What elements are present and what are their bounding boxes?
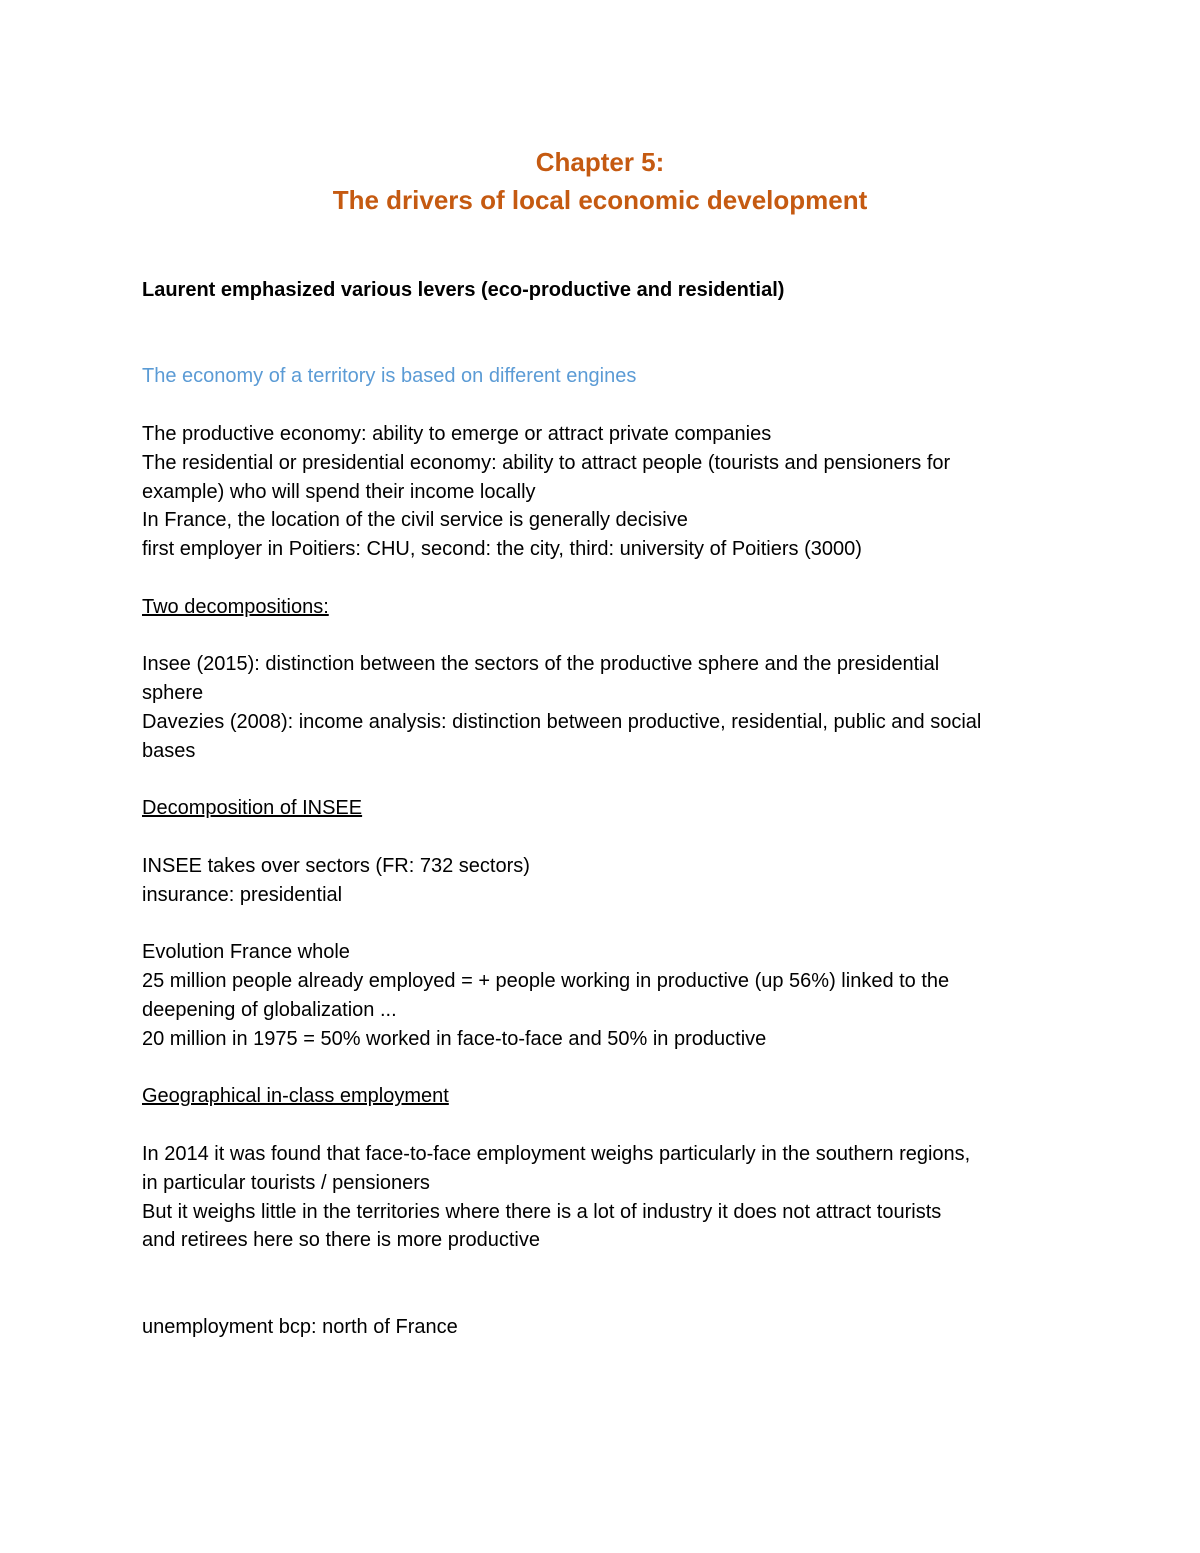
geographical-heading: Geographical in-class employment: [142, 1085, 449, 1108]
evolution-line: 20 million in 1975 = 50% worked in face-to-face and 50% in productive: [142, 1027, 767, 1050]
engine-line: example) who will spend their income locally: [142, 480, 536, 503]
closing-note: unemployment bcp: north of France: [142, 1315, 458, 1338]
engine-line: first employer in Poitiers: CHU, second: the city, third: university of Poitiers (3000): [142, 538, 862, 561]
two-decompositions-heading: Two decompositions:: [142, 595, 329, 618]
geographical-line: In 2014 it was found that face-to-face employment weighs particularly in the southern regions,: [142, 1142, 971, 1165]
chapter-title: [0, 143, 1200, 219]
decomposition-line: Insee (2015): distinction between the sectors of the productive sphere and the presidential: [142, 653, 940, 676]
chapter-title-line-2: The drivers of local economic development: [332, 185, 868, 215]
document-body: [142, 276, 1062, 1341]
decomposition-line: bases: [142, 739, 196, 762]
engine-line: The productive economy: ability to emerge or attract private companies: [142, 422, 772, 445]
evolution-line: 25 million people already employed = + people working in productive (up 56%) linked to the: [142, 970, 950, 993]
geographical-line: and retirees here so there is more productive: [142, 1229, 540, 1252]
evolution-line: deepening of globalization ...: [142, 998, 397, 1021]
engine-line: In France, the location of the civil service is generally decisive: [142, 509, 688, 532]
insee-line: insurance: presidential: [142, 883, 343, 906]
decomposition-line: sphere: [142, 682, 204, 705]
decomposition-line: Davezies (2008): income analysis: distinction between productive, residential, public and social: [142, 710, 982, 733]
chapter-title-line-1: Chapter 5:: [535, 147, 665, 177]
intro-paragraph: Laurent emphasized various levers (eco-productive and residential): [142, 279, 785, 301]
insee-line: INSEE takes over sectors (FR: 732 sectors): [142, 854, 530, 877]
geographical-line: But it weighs little in the territories where there is a lot of industry it does not attract tourists: [142, 1200, 942, 1223]
section-heading: The economy of a territory is based on different engines: [142, 365, 637, 388]
geographical-line: in particular tourists / pensioners: [142, 1171, 430, 1194]
evolution-line: Evolution France whole: [142, 941, 350, 964]
engine-line: The residential or presidential economy: ability to attract people (tourists and pensioners for: [142, 451, 951, 474]
insee-heading: Decomposition of INSEE: [142, 797, 363, 820]
